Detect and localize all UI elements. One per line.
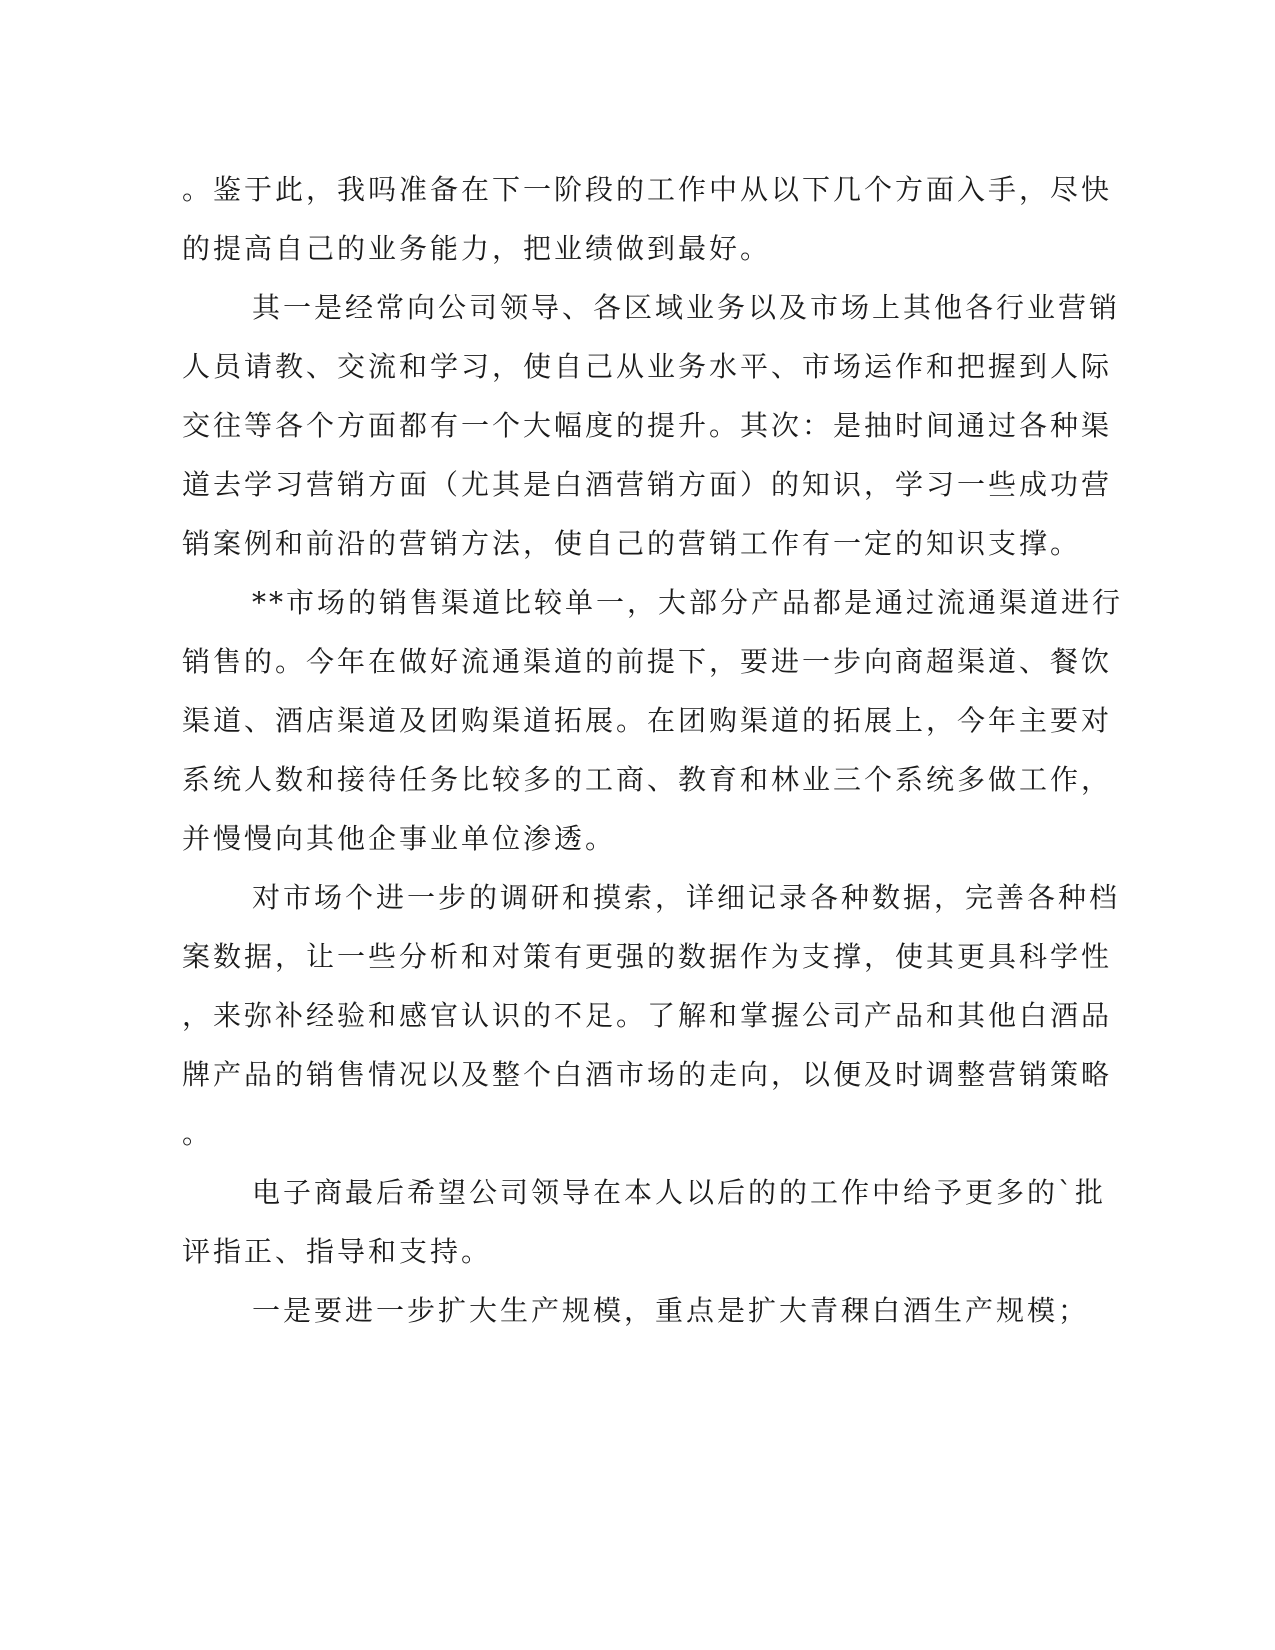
text-line: 道去学习营销方面（尤其是白酒营销方面）的知识，学习一些成功营 bbox=[182, 468, 1113, 501]
text-line: 并慢慢向其他企事业单位渗透。 bbox=[182, 822, 617, 855]
text-line: ，来弥补经验和感官认识的不足。了解和掌握公司产品和其他白酒品 bbox=[182, 999, 1113, 1032]
text-line: 交往等各个方面都有一个大幅度的提升。其次：是抽时间通过各种渠 bbox=[182, 409, 1113, 442]
paragraph-start-line: 电子商最后希望公司领导在本人以后的的工作中给予更多的`批 bbox=[252, 1176, 1107, 1209]
document-body bbox=[182, 160, 1124, 1340]
text-line: 人员请教、交流和学习，使自己从业务水平、市场运作和把握到人际 bbox=[182, 350, 1113, 383]
text-line: 销售的。今年在做好流通渠道的前提下，要进一步向商超渠道、餐饮 bbox=[182, 645, 1113, 678]
text-line: 。 bbox=[182, 1117, 214, 1150]
text-line: 的提高自己的业务能力，把业绩做到最好。 bbox=[182, 232, 772, 265]
paragraph-start-line: **市场的销售渠道比较单一，大部分产品都是通过流通渠道进行 bbox=[252, 586, 1124, 619]
text-line: 系统人数和接待任务比较多的工商、教育和林业三个系统多做工作， bbox=[182, 763, 1113, 796]
paragraph-start-line: 对市场个进一步的调研和摸索，详细记录各种数据，完善各种档 bbox=[252, 881, 1121, 914]
text-line: 案数据，让一些分析和对策有更强的数据作为支撑，使其更具科学性 bbox=[182, 940, 1113, 973]
text-line: 牌产品的销售情况以及整个白酒市场的走向，以便及时调整营销策略 bbox=[182, 1058, 1113, 1091]
paragraph-start-line: 一是要进一步扩大生产规模，重点是扩大青稞白酒生产规模； bbox=[252, 1294, 1090, 1327]
text-line: 渠道、酒店渠道及团购渠道拓展。在团购渠道的拓展上，今年主要对 bbox=[182, 704, 1113, 737]
text-line: 评指正、指导和支持。 bbox=[182, 1235, 493, 1268]
paragraph-start-line: 其一是经常向公司领导、各区域业务以及市场上其他各行业营销 bbox=[252, 291, 1121, 324]
text-line: 。鉴于此，我吗准备在下一阶段的工作中从以下几个方面入手，尽快 bbox=[182, 173, 1113, 206]
text-line: 销案例和前沿的营销方法，使自己的营销工作有一定的知识支撑。 bbox=[182, 527, 1082, 560]
